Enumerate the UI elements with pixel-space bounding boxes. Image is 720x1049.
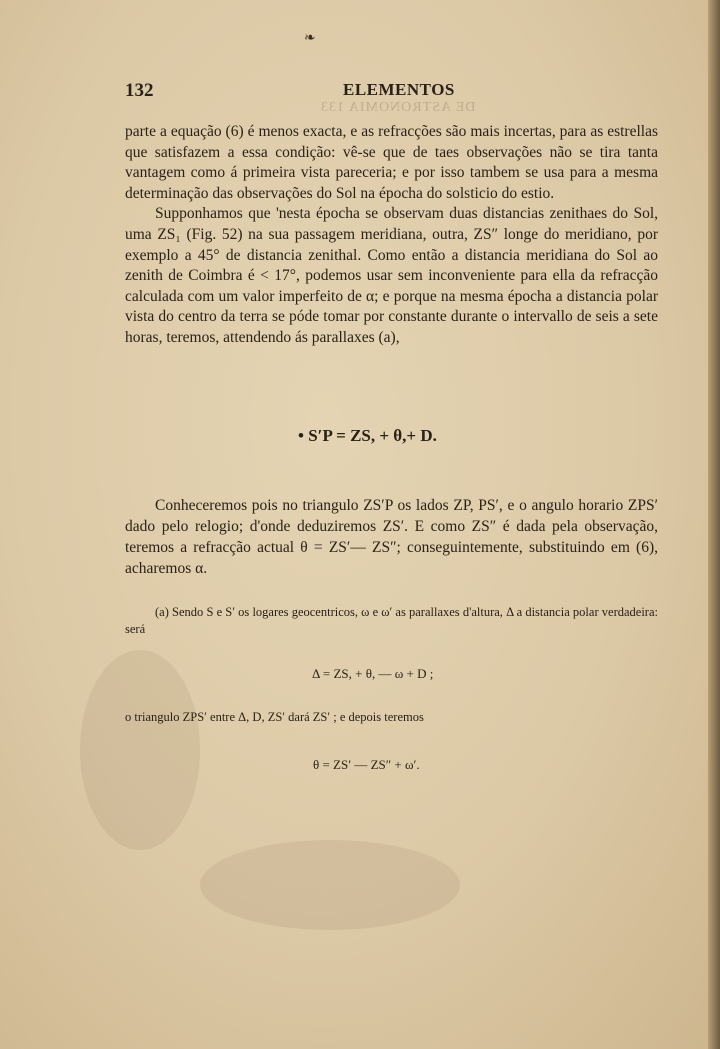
footnote-formula-1: Δ = ZS, + θ, — ω + D ; [312, 666, 434, 681]
footnote-formula-2: θ = ZS′ — ZS″ + ω′. [313, 757, 420, 772]
paragraph-3-text: Conheceremos pois no triangulo ZS′P os lados ZP, PS′, e o angulo horario ZPS′ dado pelo relogio; d'onde deduziremos ZS′. E como ZS″ é dada pela observação, teremos a refracção actual θ = ZS′— ZS″; conseguintemente, substituindo em (6), acharemos α. [125, 497, 658, 577]
paper-stain [200, 840, 460, 930]
page-number: 132 [125, 80, 154, 101]
ornament-icon: ❧ [304, 31, 316, 46]
main-text [125, 122, 658, 349]
main-formula: • S′P = ZS, + θ,+ D. [298, 426, 437, 445]
book-spine-edge [708, 0, 720, 1049]
footnote-continuation: o triangulo ZPS′ entre Δ, D, ZS′ dará ZS′ ; e depois teremos [125, 710, 424, 724]
paragraph-2: Supponhamos que 'nesta épocha se observam duas distancias zenithaes do Sol, uma ZS₁ (Fig. 52) na sua passagem meridiana, outra, ZS″ longe do meridiano, por exemplo a 45° de distancia zenithal. Como então a distancia meridiana do Sol ao zenith de Coimbra é < 17°, podemos usar sem inconveniente para ella da refracção calculada com um valor imperfeito de α; e porque na mesma épocha a distancia polar vista do centro da terra se póde tomar por constante durante o intervallo de seis a sete horas, teremos, attendendo ás parallaxes (a), [125, 205, 658, 346]
footnote-text: (a) Sendo S e S′ os logares geocentricos, ω e ω′ as parallaxes d'altura, Δ a distancia polar verdadeira: será [125, 605, 658, 636]
paragraph-1: parte a equação (6) é menos exacta, e as refracções são mais incertas, para as estrellas que satisfazem a essa condição: vê-se que de taes observações não se tira tanta vantagem como á primeira vista pareceria; e por isso tambem se usa para a mesma determinação das observações do Sol na épocha do solsticio do estio. [125, 123, 658, 202]
bleed-through-text: DE ASTRONOMIA 133 [320, 100, 476, 115]
footnote [125, 604, 658, 638]
running-title: ELEMENTOS [343, 80, 455, 99]
paragraph-3 [125, 495, 658, 579]
paper-stain [80, 650, 200, 850]
